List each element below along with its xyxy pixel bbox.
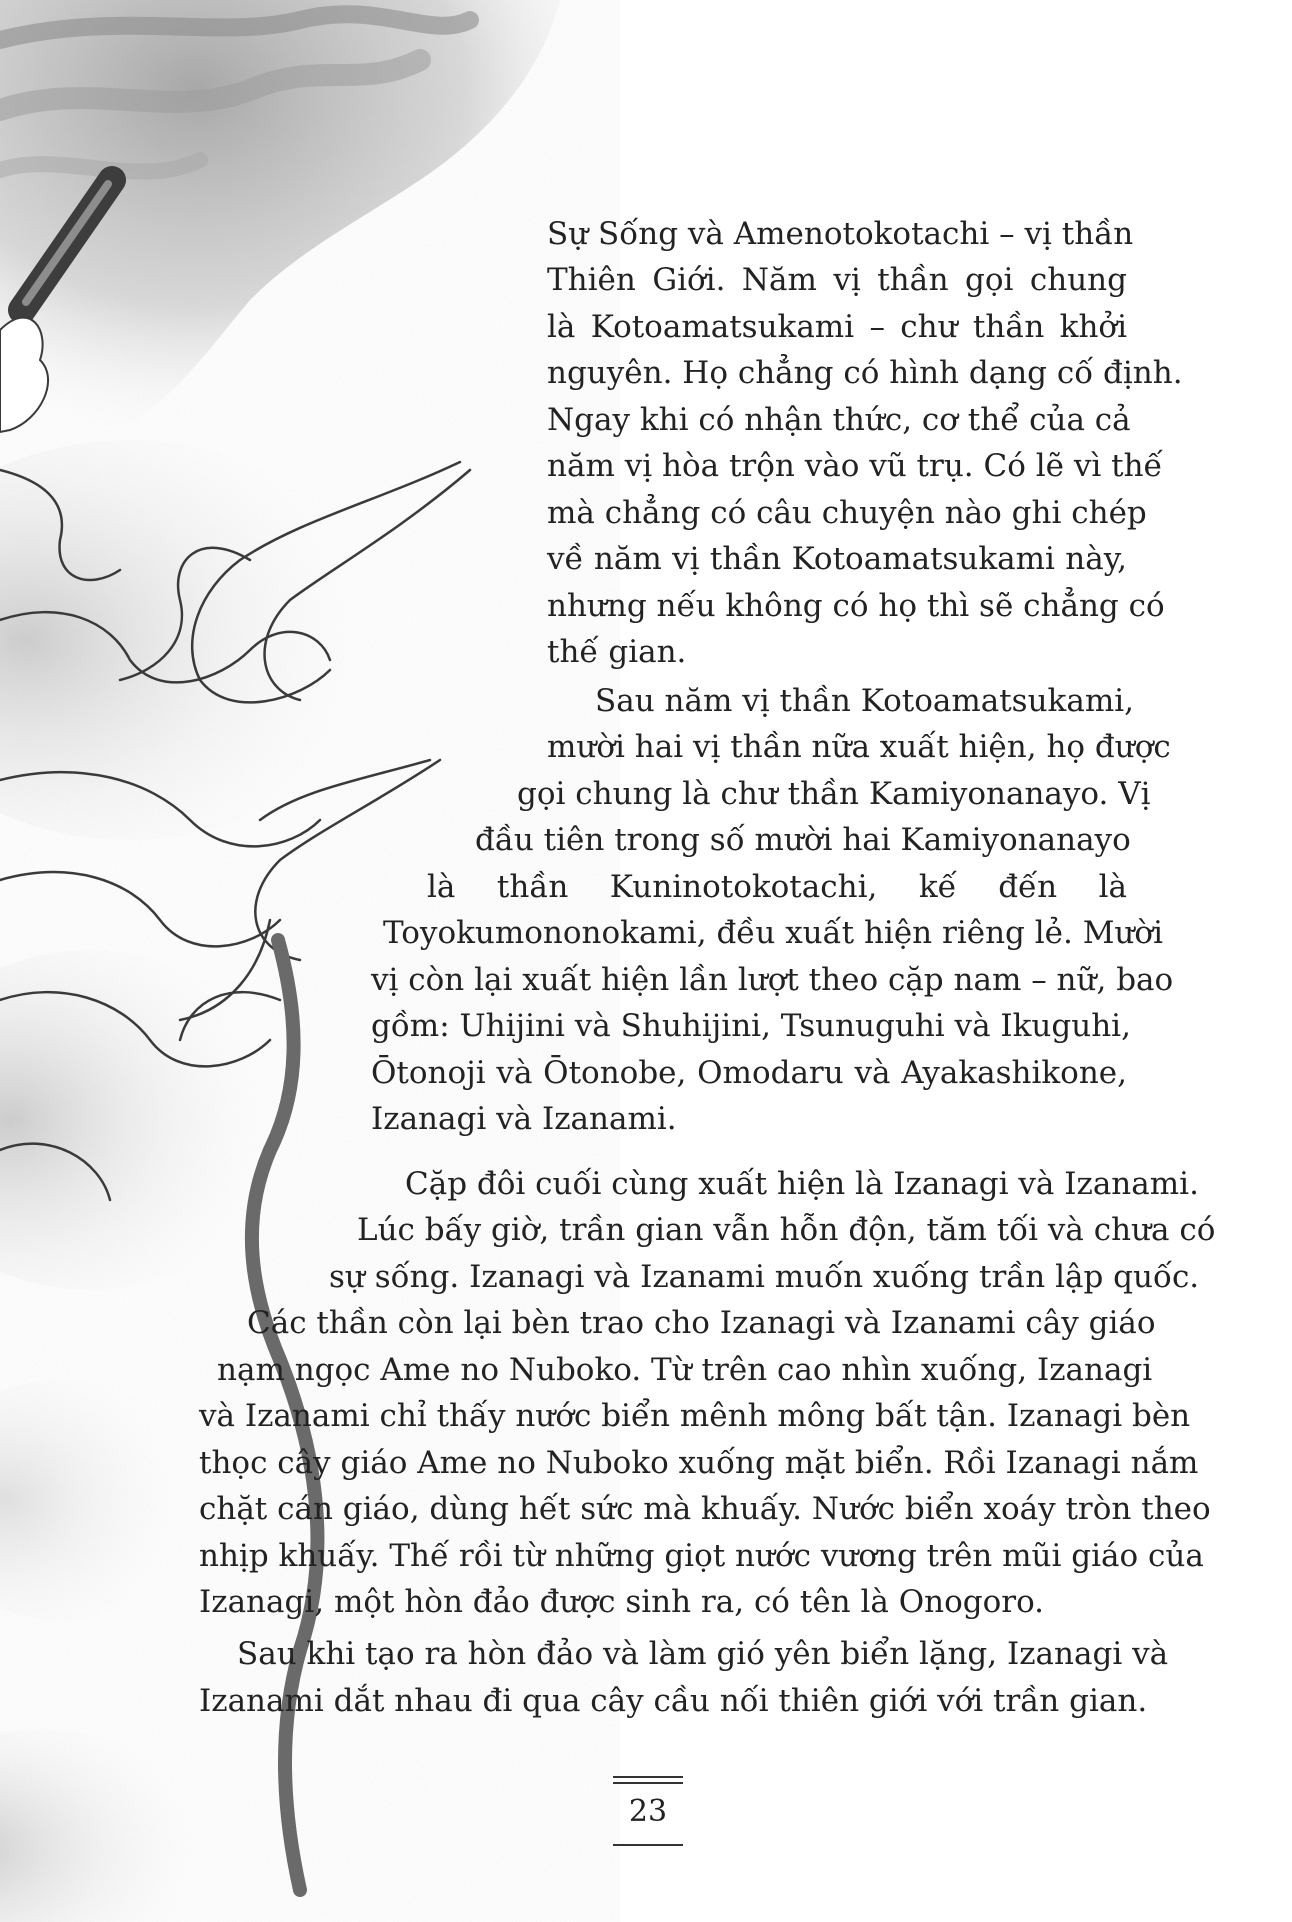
text-line: nạm ngọc Ame no Nuboko. Từ trên cao nhìn xuống, Izanagi — [217, 1352, 1153, 1388]
page-footer — [613, 1776, 683, 1848]
text-line: Thiên Giới. Năm vị thần gọi chung — [547, 262, 1127, 298]
text-line: gọi chung là chư thần Kamiyonanayo. Vị — [517, 776, 1151, 812]
text-line: Ōtonoji và Ōtonobe, Omodaru và Ayakashikone, — [371, 1055, 1127, 1091]
text-line: là thần Kuninotokotachi, kế đến là — [427, 869, 1127, 905]
divider — [613, 1782, 683, 1784]
text-line: chặt cán giáo, dùng hết sức mà khuấy. Nước biển xoáy tròn theo — [199, 1491, 1211, 1527]
text-line: gồm: Uhijini và Shuhijini, Tsunuguhi và Ikuguhi, — [371, 1008, 1131, 1044]
text-line: Izanagi và Izanami. — [371, 1101, 677, 1137]
divider — [613, 1844, 683, 1846]
text-line: Izanagi, một hòn đảo được sinh ra, có tên là Onogoro. — [199, 1584, 1045, 1620]
text-line: nhịp khuấy. Thế rồi từ những giọt nước vương trên mũi giáo của — [199, 1538, 1204, 1574]
text-line: Cặp đôi cuối cùng xuất hiện là Izanagi và Izanami. — [405, 1166, 1199, 1202]
text-line: thọc cây giáo Ame no Nuboko xuống mặt biển. Rồi Izanagi nắm — [199, 1445, 1199, 1481]
text-line: Toyokumononokami, đều xuất hiện riêng lẻ. Mười — [383, 915, 1163, 951]
text-line: nguyên. Họ chẳng có hình dạng cố định. — [547, 355, 1183, 391]
text-line: Lúc bấy giờ, trần gian vẫn hỗn độn, tăm tối và chưa có — [357, 1212, 1216, 1248]
text-line: Sau năm vị thần Kotoamatsukami, — [595, 683, 1134, 719]
page-number: 23 — [628, 1794, 668, 1829]
text-line: Sự Sống và Amenotokotachi – vị thần — [547, 216, 1134, 252]
text-line: Ngay khi có nhận thức, cơ thể của cả — [547, 402, 1131, 438]
text-line: Izanami dắt nhau đi qua cây cầu nối thiên giới với trần gian. — [199, 1683, 1148, 1719]
text-line: mười hai vị thần nữa xuất hiện, họ được — [547, 729, 1171, 765]
text-line: và Izanami chỉ thấy nước biển mênh mông bất tận. Izanagi bèn — [199, 1398, 1191, 1434]
text-line: năm vị hòa trộn vào vũ trụ. Có lẽ vì thế — [547, 448, 1163, 484]
text-line: nhưng nếu không có họ thì sẽ chẳng có — [547, 588, 1165, 624]
text-line: về năm vị thần Kotoamatsukami này, — [547, 541, 1127, 577]
text-line: sự sống. Izanagi và Izanami muốn xuống trần lập quốc. — [329, 1259, 1200, 1295]
text-line: vị còn lại xuất hiện lần lượt theo cặp nam – nữ, bao — [371, 962, 1174, 998]
text-line: thế gian. — [547, 634, 687, 670]
text-line: là Kotoamatsukami – chư thần khởi — [547, 309, 1127, 345]
text-line: Sau khi tạo ra hòn đảo và làm gió yên biển lặng, Izanagi và — [237, 1636, 1169, 1672]
divider — [613, 1776, 683, 1778]
text-line: mà chẳng có câu chuyện nào ghi chép — [547, 495, 1147, 531]
text-line: đầu tiên trong số mười hai Kamiyonanayo — [475, 822, 1131, 858]
text-line: Các thần còn lại bèn trao cho Izanagi và Izanami cây giáo — [247, 1305, 1156, 1341]
